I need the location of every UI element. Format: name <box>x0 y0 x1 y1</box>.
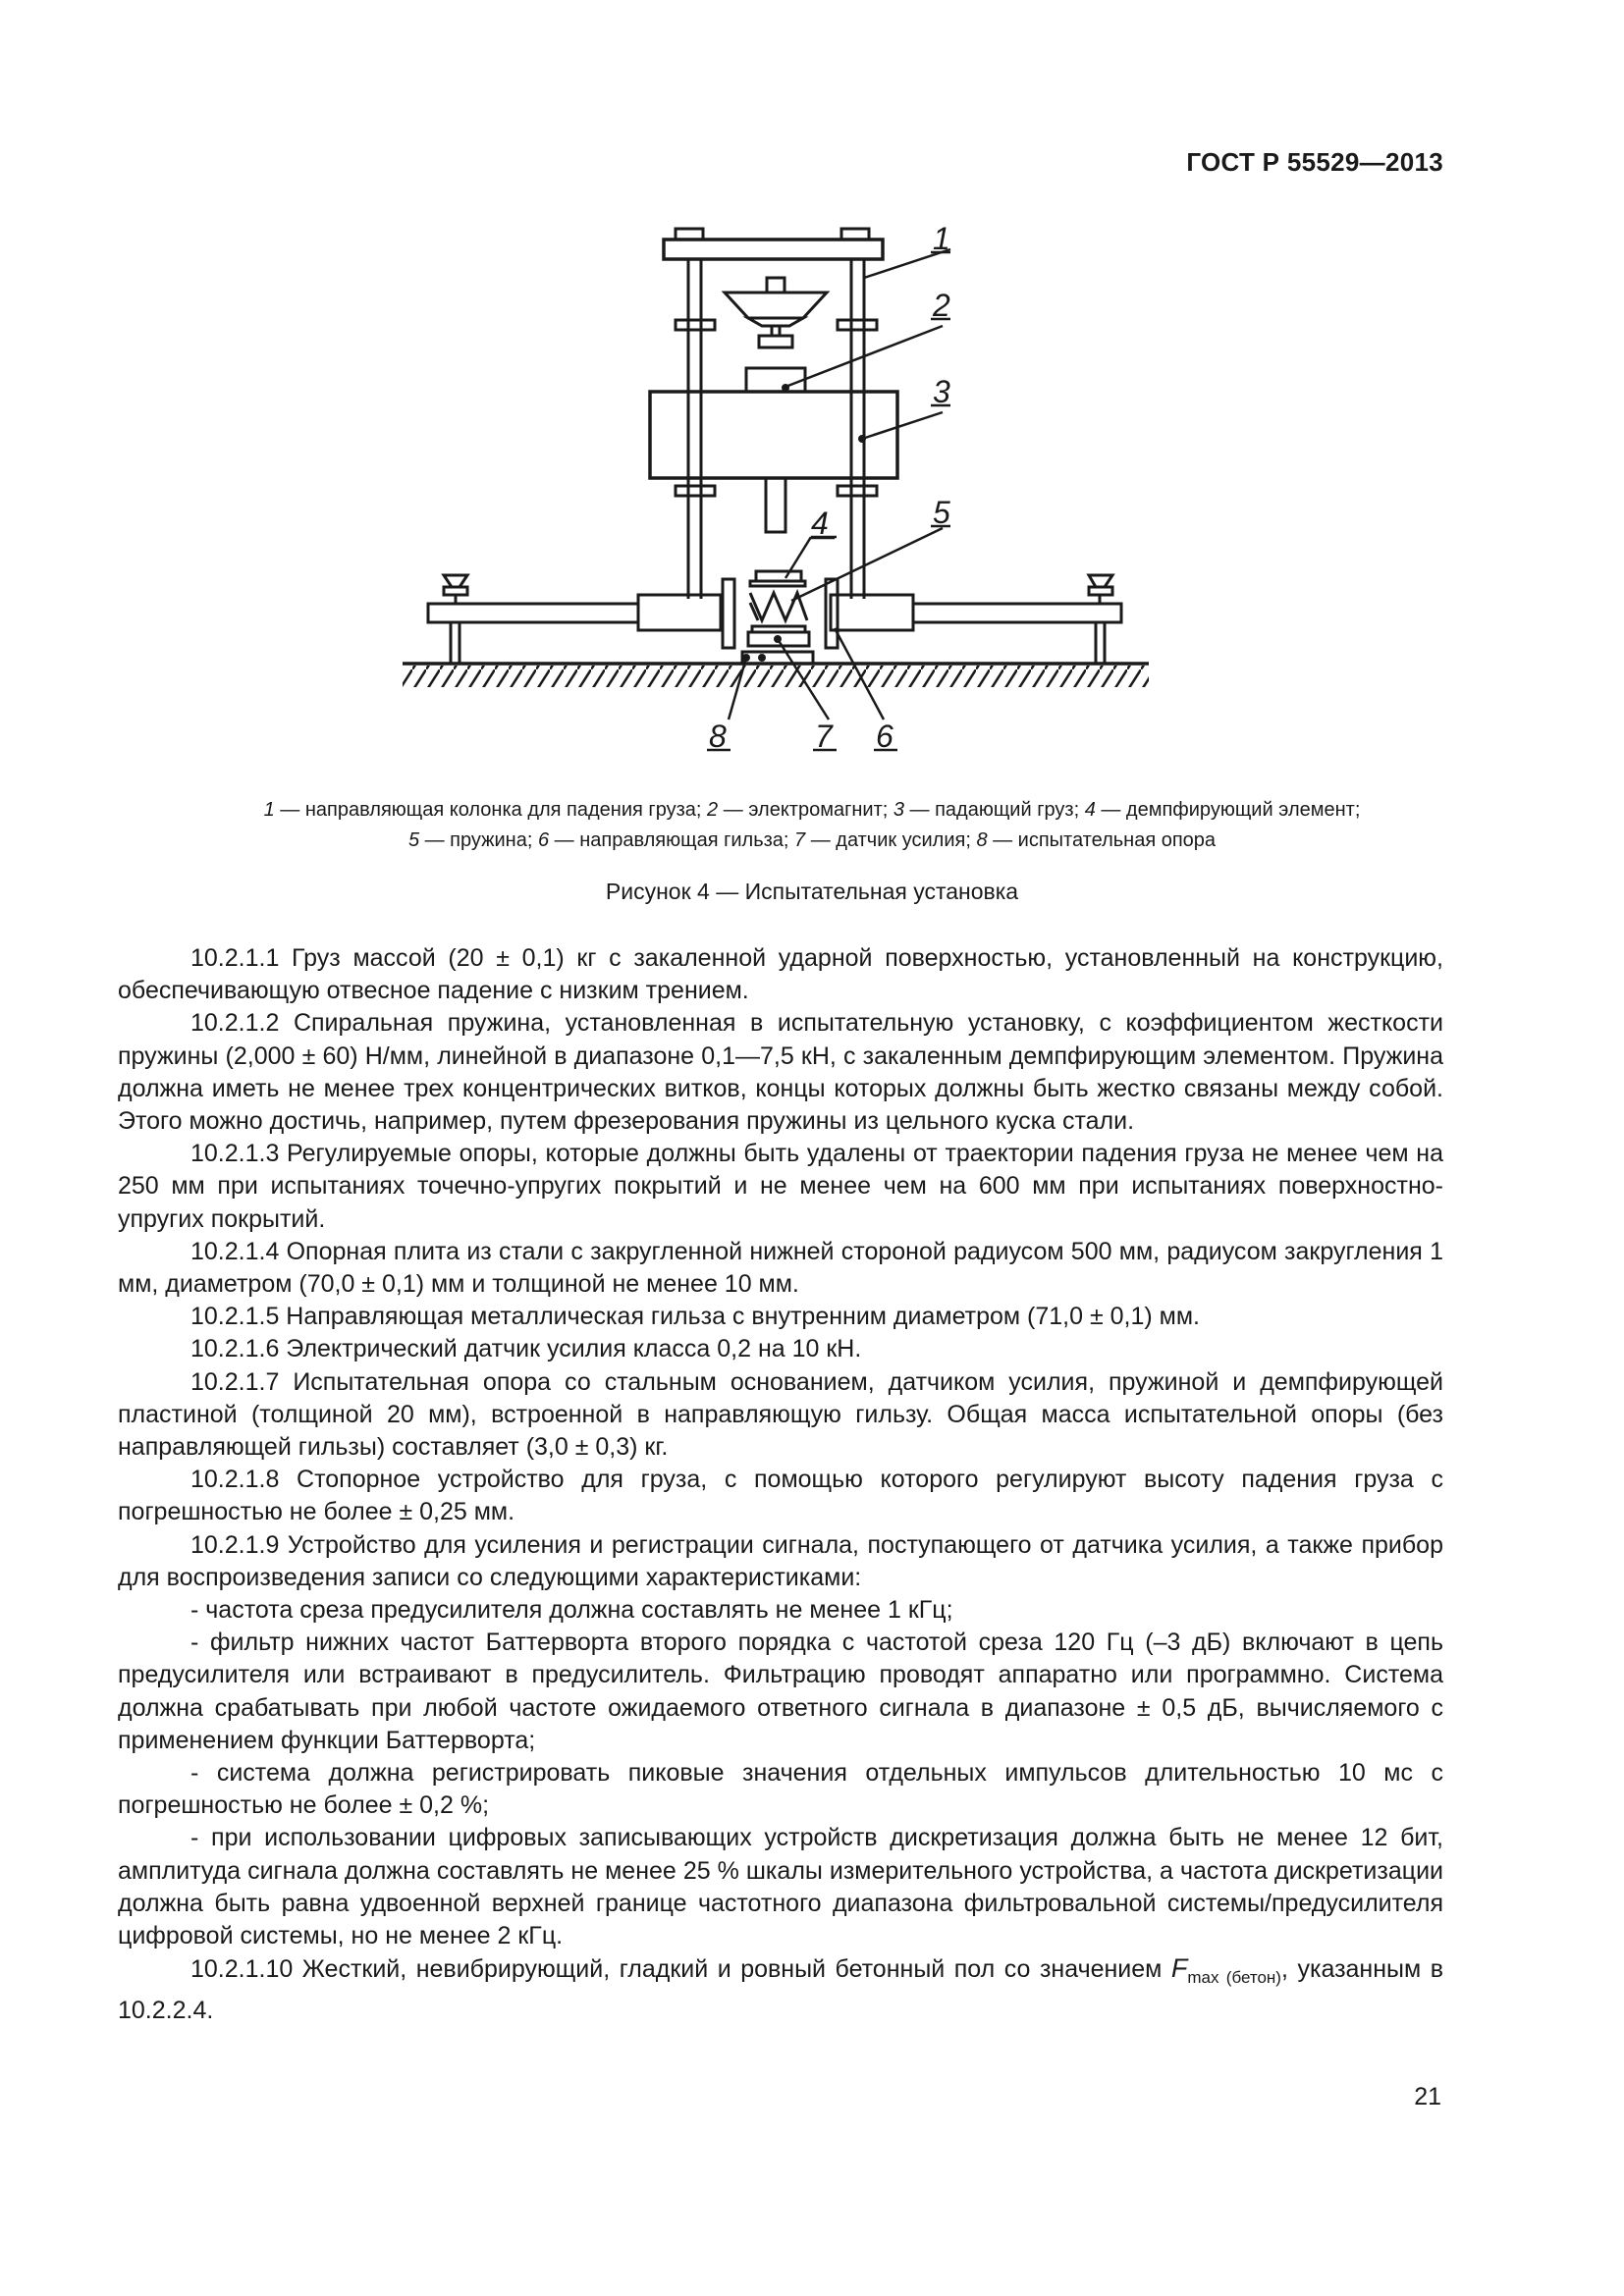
legend-num: 3 <box>893 799 904 821</box>
figure-caption: Рисунок 4 — Испытательная установка <box>605 879 1019 904</box>
callout-3: 3 <box>933 374 950 409</box>
legend-text: — испытательная опора <box>987 829 1217 851</box>
legend-num: 7 <box>794 829 806 851</box>
legend-text: — датчик усилия; <box>805 829 977 851</box>
document-id-header: ГОСТ Р 55529—2013 <box>1186 147 1443 177</box>
legend-num: 2 <box>707 799 719 821</box>
page-number: 21 <box>1414 2083 1441 2110</box>
list-item: - фильтр нижних частот Баттерворта второго порядка с частотой среза 120 Гц (–3 дБ) включают в цепь предусилителя или встраивают в предусилитель. Фильтрацию проводят аппаратно или программно. Система должна срабатывать при любой частоте ожидаемого ответного сигнала в диапазоне ± 0,5 дБ, вычисляемого с применением функции Баттерворта; <box>118 1629 1443 1754</box>
callout-8: 8 <box>709 719 727 754</box>
f-max-subscript: max (бетон) <box>1187 1968 1281 1988</box>
list-item: - частота среза предусилителя должна составлять не менее 1 кГц; <box>190 1596 953 1625</box>
legend-text: — падающий груз; <box>903 799 1085 821</box>
paragraph-10-2-1-6: 10.2.1.6 Электрический датчик усилия класса 0,2 на 10 кН. <box>190 1335 862 1363</box>
legend-text: — направляющая колонка для падения груза; <box>274 799 708 821</box>
paragraph-10-2-1-8: 10.2.1.8 Стопорное устройство для груза, с помощью которого регулируют высоту падения груза с погрешностью не более ± 0,25 мм. <box>118 1466 1443 1526</box>
legend-text: — демпфирующий элемент; <box>1095 799 1361 821</box>
legend-num: 4 <box>1084 799 1096 821</box>
paragraph-text: 10.2.1.10 Жесткий, невибрирующий, гладкий и ровный бетонный пол со значением <box>190 1955 1171 1984</box>
figure-legend-line-1 <box>118 795 1506 826</box>
f-max-symbol: F <box>1170 1953 1188 1984</box>
electromagnet <box>725 278 827 392</box>
legend-text: — пружина; <box>419 829 538 851</box>
figure-legend-line-2 <box>118 826 1506 856</box>
paragraph-10-2-1-10 <box>118 1952 1443 2026</box>
legend-text: — электромагнит; <box>718 799 893 821</box>
body-text <box>118 942 1443 2027</box>
paragraph-text: , <box>1280 1955 1288 1984</box>
paragraph-10-2-1-7: 10.2.1.7 Испытательная опора со стальным основанием, датчиком усилия, пружиной и демпфирующей пластиной (толщиной 20 мм), встроенной в направляющую гильзу. Общая масса испытательной опоры (без направляющей гильзы) составляет (3,0 ± 0,3) кг. <box>118 1367 1443 1462</box>
callout-4: 4 <box>811 506 829 541</box>
paragraph-10-2-1-5: 10.2.1.5 Направляющая металлическая гильза с внутренним диаметром (71,0 ± 0,1) мм. <box>190 1303 1200 1331</box>
paragraph-10-2-1-2: 10.2.1.2 Спиральная пружина, установленная в испытательную установку, с коэффициентом жесткости пружины (2,000 ± 60) Н/мм, линейной в диапазоне 0,1—7,5 кН, с закаленным демпфирующим элементом. Пружина должна иметь не менее трех концентрических витков, концы которых должны быть жестко связаны между собой. Этого можно достичь, например, путем фрезерования пружины из цельного куска стали. <box>118 1009 1443 1136</box>
paragraph-10-2-1-3: 10.2.1.3 Регулируемые опоры, которые должны быть удалены от траектории падения груза не менее чем на 250 мм при испытаниях точечно-упругих покрытий и не менее чем на 600 мм при испытаниях поверхностно-упругих покрытий. <box>118 1140 1443 1233</box>
legend-num: 5 <box>407 829 420 851</box>
floor <box>403 664 1149 687</box>
list-item: - система должна регистрировать пиковые значения отдельных импульсов длительностью 10 мс с погрешностью не более ± 0,2 %; <box>118 1759 1443 1820</box>
paragraph-10-2-1-9: 10.2.1.9 Устройство для усиления и регистрации сигнала, поступающего от датчика усилия, а также прибор для воспроизведения записи со следующими характеристиками: <box>118 1530 1443 1591</box>
legend-text: — направляющая гильза; <box>549 829 795 851</box>
callout-5: 5 <box>933 495 950 530</box>
top-frame <box>664 229 883 599</box>
legend-num: 1 <box>263 799 275 821</box>
legend-num: 8 <box>976 829 988 851</box>
spring-assembly <box>742 571 813 664</box>
callout-6: 6 <box>876 719 893 754</box>
list-item: - при использовании цифровых записывающих устройств дискретизация должна быть не менее 12 бит, амплитуда сигнала должна составлять не менее 25 % шкалы измерительного устройства, а частота дискретизации должна быть равна удвоенной верхней границе частотного диапазона фильтровальной системы/предусилителя цифровой системы, но не менее 2 кГц. <box>118 1824 1443 1950</box>
callout-2: 2 <box>933 288 950 323</box>
paragraph-10-2-1-4: 10.2.1.4 Опорная плита из стали с закругленной нижней стороной радиусом 500 мм, радиусом закругления 1 мм, диаметром (70,0 ± 0,1) мм и толщиной не менее 10 мм. <box>118 1237 1443 1299</box>
paragraph-text: указанным в 10.2.2.4. <box>118 1955 1443 2024</box>
callout-1: 1 <box>933 221 950 256</box>
legend-num: 6 <box>537 829 550 851</box>
callout-7: 7 <box>815 719 833 754</box>
test-rig-figure <box>0 0 1624 785</box>
paragraph-10-2-1-1: 10.2.1.1 Груз массой (20 ± 0,1) кг с закаленной ударной поверхностью, установленный на конструкцию, обеспечивающую отвесное падение с низким трением. <box>118 944 1443 1005</box>
